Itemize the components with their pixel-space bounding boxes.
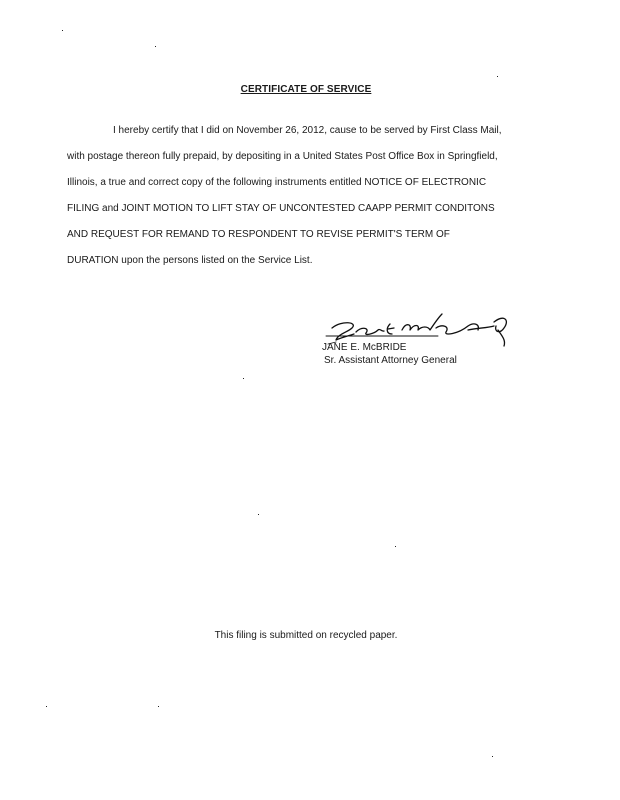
body-line-3: Illinois, a true and correct copy of the following instruments entitled NOTICE OF ELECTRONIC — [67, 177, 487, 188]
body-line-6: DURATION upon the persons listed on the Service List. — [67, 255, 313, 266]
document-title: CERTIFICATE OF SERVICE — [240, 84, 372, 95]
scan-speck — [158, 706, 159, 707]
recycled-paper-note: This filing is submitted on recycled paper. — [214, 630, 398, 641]
body-line-5: AND REQUEST FOR REMAND TO RESPONDENT TO REVISE PERMIT'S TERM OF — [67, 229, 450, 240]
scan-speck — [497, 76, 498, 77]
scan-speck — [46, 706, 47, 707]
signatory-title: Sr. Assistant Attorney General — [324, 355, 457, 366]
scan-speck — [395, 546, 396, 547]
body-line-1: I hereby certify that I did on November 26, 2012, cause to be served by First Class Mail, — [113, 125, 502, 136]
scan-speck — [492, 756, 493, 757]
body-line-2: with postage thereon fully prepaid, by depositing in a United States Post Office Box in Springfield, — [67, 151, 498, 162]
signatory-name: JANE E. McBRIDE — [322, 342, 407, 353]
body-line-4: FILING and JOINT MOTION TO LIFT STAY OF UNCONTESTED CAAPP PERMIT CONDITONS — [67, 203, 495, 214]
scan-speck — [155, 46, 156, 47]
scan-speck — [258, 514, 259, 515]
scan-speck — [62, 30, 63, 31]
scan-speck — [243, 378, 244, 379]
